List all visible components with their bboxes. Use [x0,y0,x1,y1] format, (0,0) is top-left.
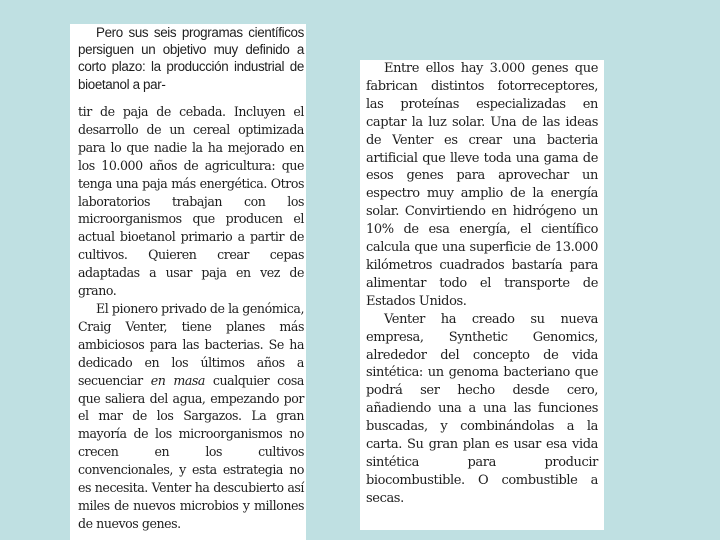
clipping-right-column [360,60,604,530]
left-paragraph-2-part-b: cualquier cosa que saliera del agua, empezando por el mar de los Sargazos. La gran mayoría de los microorganismos no crecen en los cultivos convencionales, y esta estrategia no es necesita. Venter ha descubierto así miles de nuevos microbios y millones de nuevos genes. [78,372,304,531]
right-paragraph-1: Entre ellos hay 3.000 genes que fabrican distintos fotorreceptores, las proteínas especializadas en captar la luz solar. Una de las ideas de Venter es crear una bacteria artificial que lleve toda una gama de esos genes para aprovechar un espectro muy amplio de la energía solar. Convirtiendo en hidrógeno un 10% de esa energía, el científico calcula que una superficie de 13.000 kilómetros cuadrados bastaría para alimentar todo el transporte de Estados Unidos. [366,61,598,309]
top-paragraph: Pero sus seis programas científicos persiguen un objetivo muy definido a corto plazo: la producción industrial de bioetanol a par- [78,25,304,92]
right-paragraph-2: Venter ha creado su nueva empresa, Synthetic Genomics, alrededor del concepto de vida sintética: un genoma bacteriano que podrá ser hecho desde cero, añadiendo una a una las funciones buscadas, y combinándolas a la carta. Su gran plan es usar esa vida sintética para producir biocombustible. O combustible a secas. [366,311,598,506]
left-paragraph-2-emphasis: en masa [150,372,205,388]
left-paragraph-2 [78,300,304,533]
clipping-left-column [70,98,306,540]
left-paragraph-1: tir de paja de cebada. Incluyen el desarrollo de un cereal optimizada para lo que nadie la ha mejorado en los 10.000 años de agricultura: que tenga una paja más energética. Otros laboratorios trabajan con los microorganismos que producen el actual bioetanol primario a partir de cultivos. Quieren crear cepas adaptadas a usar paja en vez de grano. [78,104,304,299]
clipping-top [70,24,306,98]
left-paragraph-2-part-a: El pionero privado de la genómica, Craig Venter, tiene planes más ambiciosos para las bacterias. Se ha dedicado en los últimos años a secuenciar [78,300,304,388]
